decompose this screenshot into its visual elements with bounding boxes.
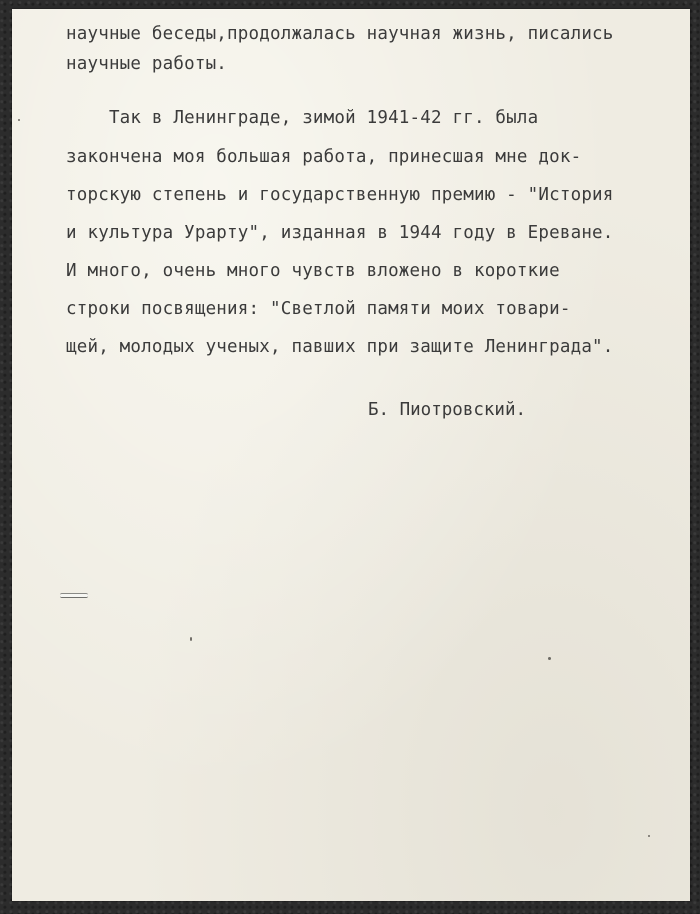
text-line-2: научные работы. [66, 54, 228, 74]
text-line-7: И много, очень много чувств вложено в короткие [66, 261, 560, 281]
paper-speck [18, 119, 20, 121]
text-line-1: научные беседы,продолжалась научная жизнь, писались [66, 24, 614, 44]
text-line-9: щей, молодых ученых, павших при защите Ленинграда". [66, 337, 614, 357]
typewritten-page [12, 9, 690, 901]
paper-speck [548, 657, 551, 660]
signature: Б. Пиотровский. [368, 400, 527, 420]
paper-speck [190, 637, 192, 641]
paper-speck [648, 835, 650, 837]
text-line-6: и культура Урарту", изданная в 1944 году в Ереване. [66, 223, 614, 243]
text-line-8: строки посвящения: "Светлой памяти моих товари- [66, 299, 571, 319]
text-line-4: закончена моя большая работа, принесшая мне док- [66, 147, 582, 167]
staple-hole-mark [60, 593, 88, 598]
text-line-5: торскую степень и государственную премию - "История [66, 185, 614, 205]
text-line-3: Так в Ленинграде, зимой 1941-42 гг. была [66, 108, 539, 128]
